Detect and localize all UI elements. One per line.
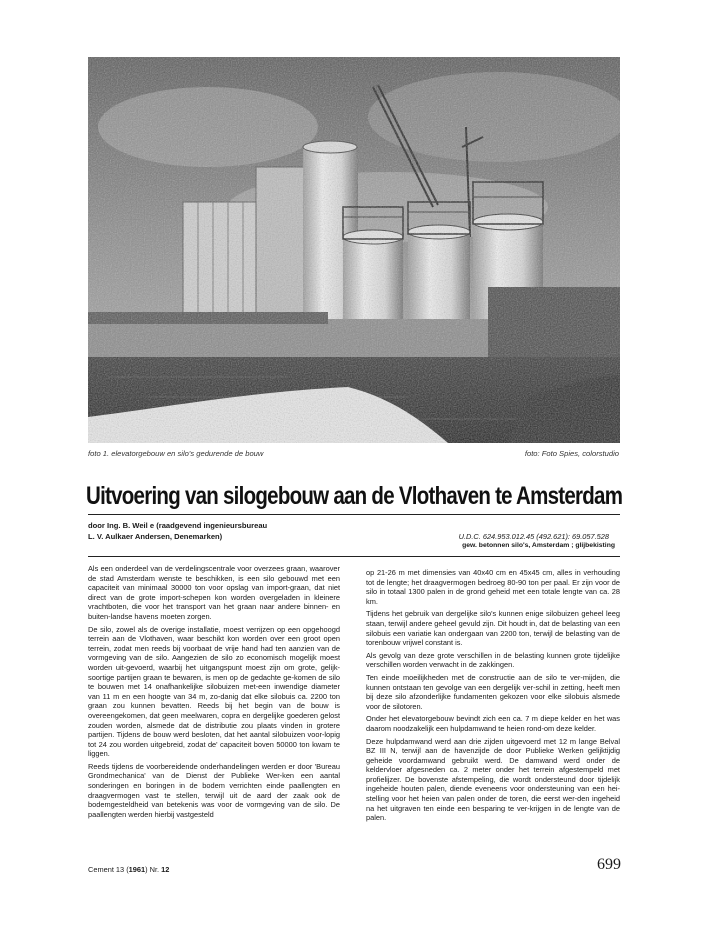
paragraph: Onder het elevatorgebouw bevindt zich een ca. 7 m diepe kelder en het was daarom noodzakelijk een hulpdamwand te heien rond-om deze kelder. (366, 714, 620, 733)
paragraph: Als gevolg van deze grote verschillen in de belasting kunnen grote tijdelijke verschillen worden verwacht in de zakkingen. (366, 650, 620, 670)
journal-year: 1961 (128, 865, 146, 874)
article-title: Uitvoering van silogebouw aan de Vlothaven te Amsterdam (86, 482, 623, 510)
photo-caption: foto 1. elevatorgebouw en silo's gedurende de bouw (88, 449, 264, 458)
author-byline (88, 520, 267, 542)
header-rule (88, 556, 620, 557)
paragraph: De silo, zowel als de overige installatie, moest verrijzen op een opgehoogd terrein aan de Vlothaven, waar beschikt kon worden over een groot open terrein, zodat men reeds bij voorbaat de vrije hand had ten aanzien van de vormgeving van de silo. Aangezien de silo zo economisch mogelijk moest worden uit-gevoerd, waarbij het uitgangspunt moest zijn om grote, gelijk-soortige partijen graan te bewaren, is men op de gedachte ge-komen de silo te bouwen met 14 onafhankelijke silobuizen met-een inwendige diameter van 11 m en een hoogte van 34 m, zo-danig dat elke silobuis ca. 2200 ton graan zou kunnen bevatten. Reeds bij het begin van de bouw is overeengekomen, dat geen meelwaren, copra en dergelijke goederen gelost zouden worden, alsmede dat de distributie zou plaats vinden in grotere partijen. Tijdens de bouw werd besloten, dat het aantal silobuizen voor-lopig tot 24 zou worden uitgebreid, zodat de' capaciteit boven 50000 ton kwam te liggen. (88, 624, 340, 759)
author-line-2: L. V. Aulkaer Andersen, Denemarken) (88, 532, 223, 541)
issue-label: ) Nr. (145, 865, 162, 874)
paragraph: Tijdens het gebruik van dergelijke silo's kunnen enige silobuizen geheel leeg staan, terwijl andere geheel gevuld zijn. Dit houdt in, dat de belasting van een silobuis een variatie kan ondergaan van 2200 ton, terwijl de belasting van de torenbouw vrijwel constant is. (366, 609, 620, 648)
author-line-1: door Ing. B. Weil e (raadgevend ingenieursbureau (88, 521, 268, 530)
paragraph: Ten einde moeilijkheden met de constructie aan de silo te ver-mijden, die kunnen ontstaan ten gevolge van een dergelijk ver-schil in zetting, heeft men bij deze silo afzonderlijke fundamenten gekozen voor elke silobuis alsmede voor de silotoren. (366, 672, 620, 711)
paragraph: Reeds tijdens de voorbereidende onderhandelingen werden er door 'Bureau Grondmechanica' van de Dienst der Publieke Wer-ken een aantal sonderingen en boringen in de bodem verrichten einde paallengten en draagvermogen vast te stellen, terwijl uit de aard der zaak ook de bodemgesteldheid van betekenis was voor de vormgeving van de silo. De paallengten werden hierbij vastgesteld (88, 761, 340, 819)
keywords: gew. betonnen silo's, Amsterdam ; glijbekisting (462, 542, 615, 549)
journal-footer (88, 865, 169, 874)
silo-construction-illustration (88, 57, 620, 443)
issue-number: 12 (161, 865, 170, 874)
journal-name: Cement 13 ( (88, 865, 129, 874)
construction-photo (88, 57, 620, 443)
text-column-left (88, 564, 340, 822)
photo-credit: foto: Foto Spies, colorstudio (524, 449, 619, 458)
paragraph: Als een onderdeel van de verdelingscentrale voor overzees graan, waarover de stad Amsterdam wenste te beschikken, is een silo gebouwd met een capaciteit van minimaal 30000 ton voor opslag van import-graan, dat niet direct van de grote import-schepen kon worden overgeladen in kleinere vrachtboten, die voor het transport van het graan naar andere binnen- en buiten-landse havens moeten zorgen. (88, 564, 340, 621)
text-column-right (366, 568, 620, 826)
paragraph: op 21-26 m met dimensies van 40x40 cm en 45x45 cm, alles in verhouding tot de lengte; het draagvermogen bedroeg 80-90 ton per paal. Er zijn voor de silo in totaal 1300 palen in de grond geheid met een totale lengte van ca. 28 km. (366, 568, 620, 606)
title-rule (88, 514, 620, 515)
page-number: 699 (597, 856, 621, 873)
udc-classification: U.D.C. 624.953.012.45 (492.621): 69.057.528 (458, 532, 609, 541)
paragraph: Deze hulpdamwand werd aan drie zijden uitgevoerd met 12 m lange Belval BZ III N, terwijl aan de havenzijde de door Publieke Werken gelijktijdig geheide voordamwand gebruikt werd. De damwand werd onder de keldervloer afgesneden ca. 2 meter onder het terrein afgestempeld met profielijzer. De bovenste afstempeling, die wordt ondersteund door tijdelijk ingeheide houten palen, diende eveneens voor ondersteuning van een hei-stelling voor het heien van palen onder de toren, die eerst wer-den ingeheid na het uitgraven ten einde een besparing te ver-krijgen in de lengte van de palen. (366, 736, 620, 823)
